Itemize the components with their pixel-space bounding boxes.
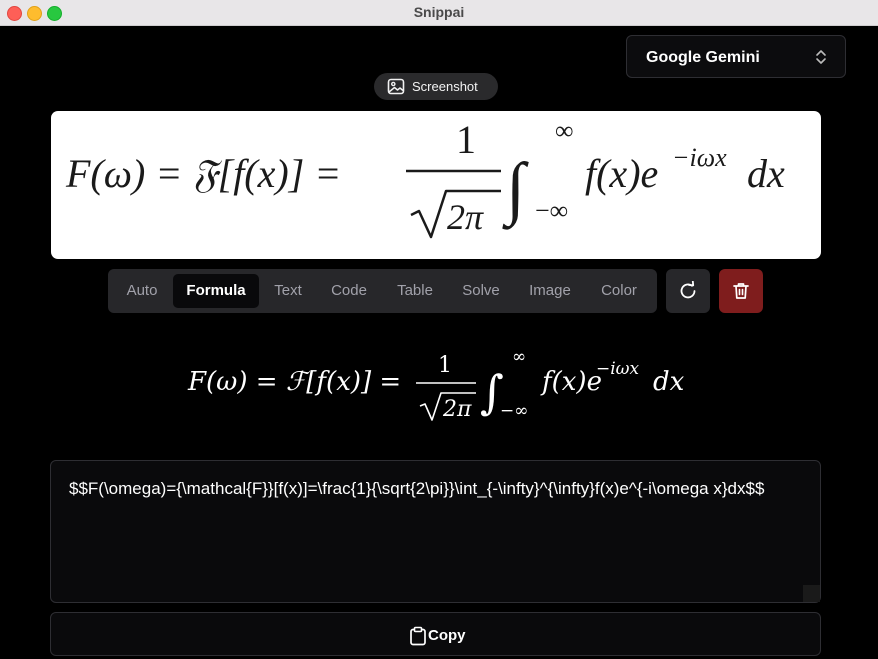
clipboard-icon [409, 626, 427, 646]
tab-solve[interactable]: Solve [462, 282, 500, 299]
copy-button[interactable] [50, 612, 821, 656]
rendered-dx: dx [653, 367, 685, 397]
preview-dx: dx [747, 151, 785, 196]
rendered-formula [150, 340, 730, 425]
rendered-frac-num: 1 [438, 353, 452, 378]
screenshot-preview [51, 111, 821, 259]
rendered-upper: ∞ [512, 347, 527, 367]
tab-code[interactable]: Code [331, 282, 367, 299]
window-title: Snippai [413, 4, 465, 20]
tab-color[interactable]: Color [601, 282, 637, 299]
resize-handle[interactable] [803, 585, 820, 602]
refresh-icon [678, 281, 698, 301]
rendered-exponent: −iωx [596, 359, 640, 379]
screenshot-formula-image [51, 111, 821, 259]
refresh-button[interactable] [666, 269, 710, 313]
delete-button[interactable] [719, 269, 763, 313]
preview-lower: −∞ [535, 196, 569, 225]
tab-formula[interactable]: Formula [173, 274, 259, 308]
preview-frac-den: 2π [447, 197, 484, 237]
mode-tabs [108, 269, 657, 313]
rendered-lower: −∞ [500, 401, 529, 421]
copy-label: Copy [428, 627, 466, 644]
tab-text[interactable]: Text [274, 282, 302, 299]
tab-auto[interactable]: Auto [126, 282, 158, 299]
screenshot-label: Screenshot [412, 79, 478, 94]
preview-integrand: f(x)e [585, 151, 659, 196]
rendered-integral: ∫ [480, 365, 504, 419]
model-select-value: Google Gemini [646, 49, 760, 66]
rendered-integrand: f(x)e [542, 367, 602, 397]
latex-text[interactable]: $$F(\omega)={\mathcal{F}}[f(x)]=\frac{1}{\sqrt{2\pi}}\int_{-\infty}^{\infty}f(x)e^{-i\omega x}dx$$ [69, 479, 765, 498]
preview-integral: ∫ [506, 150, 526, 227]
tab-image[interactable]: Image [529, 282, 571, 299]
preview-upper: ∞ [555, 116, 574, 145]
tab-table[interactable]: Table [397, 282, 433, 299]
preview-exponent: −iωx [672, 143, 727, 172]
trash-icon [731, 281, 751, 301]
preview-frac-num: 1 [456, 117, 476, 162]
title-bar [0, 0, 878, 26]
model-select[interactable] [626, 35, 846, 78]
image-icon [387, 78, 405, 95]
latex-output[interactable] [50, 460, 821, 603]
chevron-up-down-icon [815, 49, 827, 65]
screenshot-source-chip[interactable] [374, 73, 498, 100]
preview-lhs: F(ω) = 𝔉[f(x)] = [66, 151, 342, 196]
rendered-lhs: F(ω) = ℱ[f(x)] = [188, 367, 402, 397]
rendered-frac-den: 2π [443, 397, 472, 422]
